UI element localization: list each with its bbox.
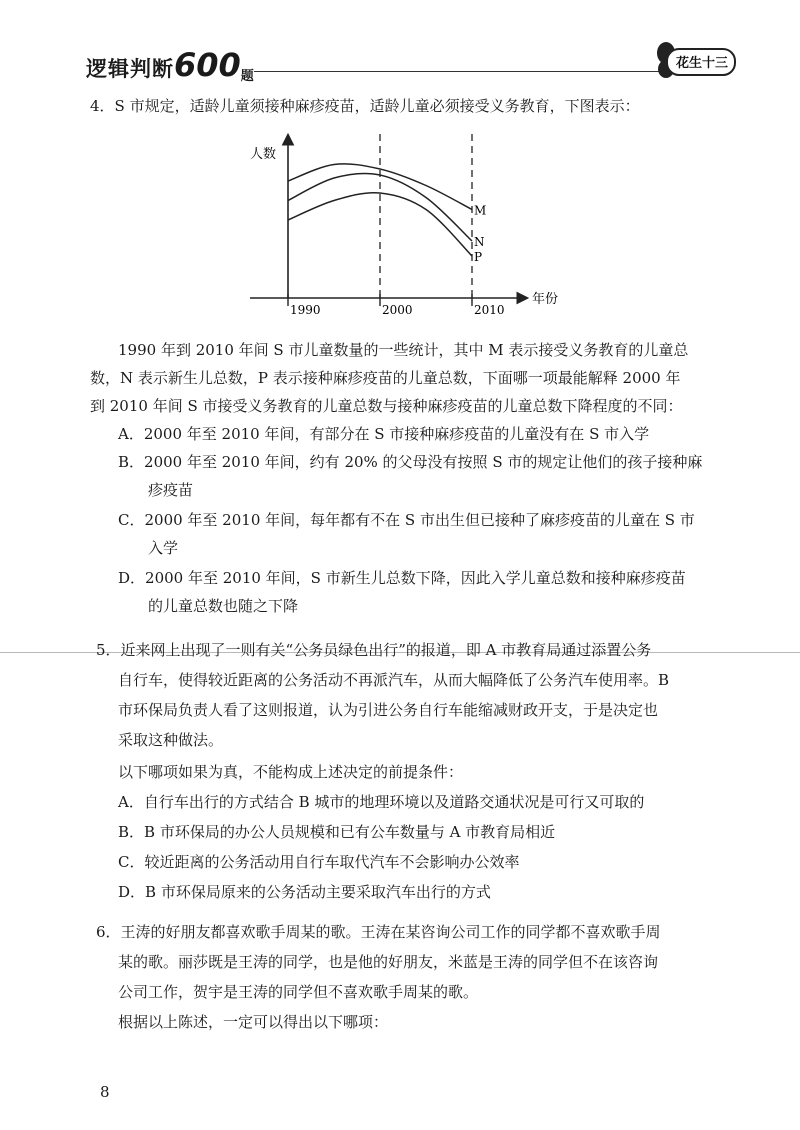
brand-logo: [652, 40, 732, 80]
q5-line-1: 5．近来网上出现了一则有关“公务员绿色出行”的报道，即 A 市教育局通过添置公务: [96, 641, 652, 659]
book-title: [86, 46, 255, 84]
q5-option-d: D．B 市环保局原来的公务活动主要采取汽车出行的方式: [118, 883, 491, 901]
q4-para-line-3: 到 2010 年间 S 市接受义务教育的儿童总数与接种麻疹疫苗的儿童总数下降程度的不同：: [90, 397, 683, 415]
q5-option-b: B．B 市环保局的办公人员规模和已有公车数量与 A 市教育局相近: [118, 823, 556, 841]
x-axis-label: 年份: [532, 292, 559, 307]
q4-option-d: D．2000 年至 2010 年间，S 市新生儿总数下降，因此入学儿童总数和接种麻疹疫苗: [118, 569, 686, 587]
y-axis-label: 人数: [250, 147, 277, 162]
q5-line-3: 市环保局负责人看了这则报道，认为引进公务自行车能缩减财政开支，于是决定也: [118, 701, 659, 719]
q5-line-2: 自行车，使得较近距离的公务活动不再派汽车，从而大幅降低了公务汽车使用率。B: [118, 671, 670, 689]
q5-option-a: A．自行车出行的方式结合 B 城市的地理环境以及道路交通状况是可行又可取的: [118, 793, 645, 811]
line-chart: [230, 128, 570, 328]
page-header: [86, 38, 736, 88]
q4-para-line-1: 1990 年到 2010 年间 S 市儿童数量的一些统计，其中 M 表示接受义务教育的儿童总: [118, 341, 689, 359]
q4-option-c: C．2000 年至 2010 年间，每年都有不在 S 市出生但已接种了麻疹疫苗的儿童在 S 市: [118, 511, 695, 529]
q6-line-2: 某的歌。丽莎既是王涛的同学，也是他的好朋友，米蓝是王涛的同学但不在该咨询: [118, 953, 659, 971]
book-title-number: 600: [174, 46, 241, 84]
q6-prompt: 根据以上陈述，一定可以得出以下哪项：: [118, 1013, 389, 1031]
x-tick-label-1990: 1990: [290, 303, 321, 317]
series-M-label: M: [474, 203, 487, 218]
series-P-label: P: [474, 250, 483, 264]
q4-stem: 4．S 市规定，适龄儿童须接种麻疹疫苗，适龄儿童必须接受义务教育，下图表示：: [90, 97, 640, 115]
q5-line-4: 采取这种做法。: [118, 731, 224, 749]
q5-option-c: C．较近距离的公务活动用自行车取代汽车不会影响办公效率: [118, 853, 520, 871]
header-rule: [254, 71, 709, 72]
book-title-suffix: 题: [240, 69, 255, 84]
q6-line-1: 6．王涛的好朋友都喜欢歌手周某的歌。王涛在某咨询公司工作的同学都不喜欢歌手周: [96, 923, 661, 941]
q4-option-d-cont: 的儿童总数也随之下降: [148, 597, 299, 615]
page-number: 8: [100, 1083, 110, 1101]
book-title-text: 逻辑判断: [86, 57, 174, 81]
q4-para-line-2: 数，N 表示新生儿总数，P 表示接种麻疹疫苗的儿童总数，下面哪一项最能解释 2000 年: [90, 369, 681, 387]
q4-option-b: B．2000 年至 2010 年间，约有 20% 的父母没有按照 S 市的规定让他们的孩子接种麻: [118, 453, 703, 471]
q4-option-b-cont: 疹疫苗: [148, 481, 194, 499]
q4-option-c-cont: 入学: [148, 539, 179, 557]
brand-text: 花生十三: [676, 56, 729, 71]
x-tick-label-2000: 2000: [382, 303, 413, 317]
q6-line-3: 公司工作，贺宇是王涛的同学但不喜欢歌手周某的歌。: [118, 983, 479, 1001]
x-tick-label-2010: 2010: [474, 303, 505, 317]
q5-prompt: 以下哪项如果为真，不能构成上述决定的前提条件：: [118, 763, 464, 781]
series-N-label: N: [474, 235, 485, 249]
q4-option-a: A．2000 年至 2010 年间，有部分在 S 市接种麻疹疫苗的儿童没有在 S 市入学: [118, 425, 650, 443]
